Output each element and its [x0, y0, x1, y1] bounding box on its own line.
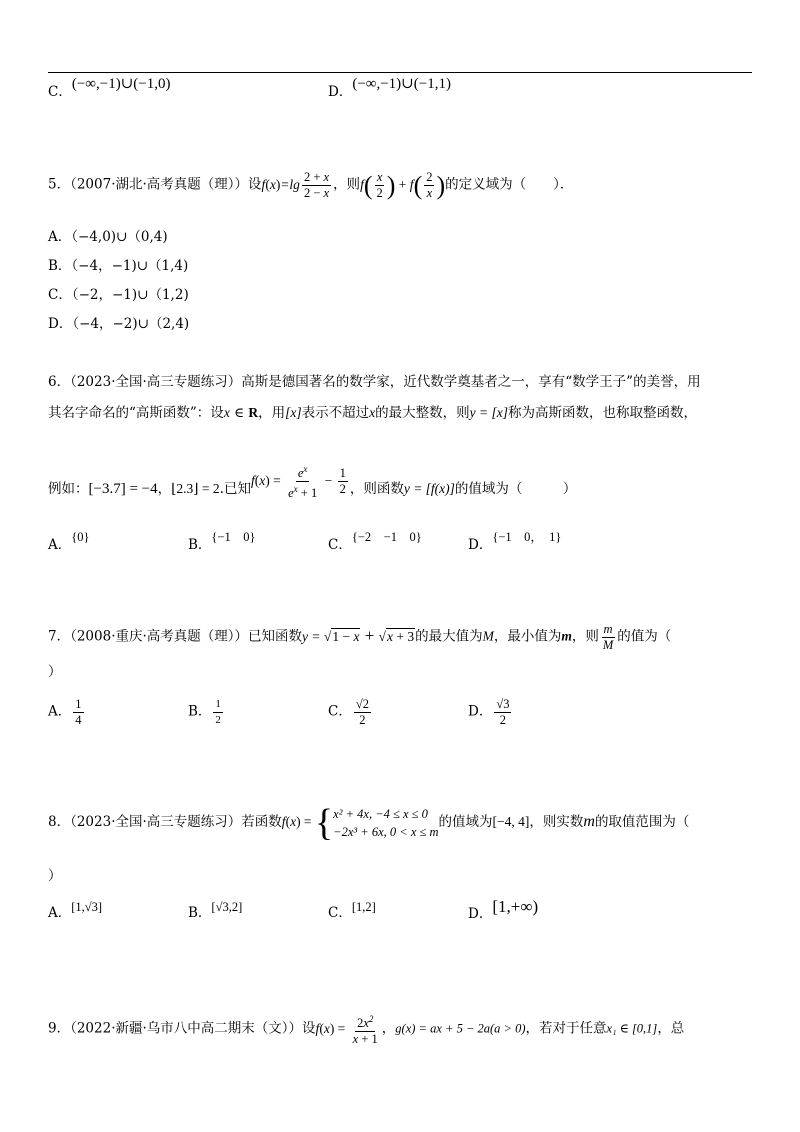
q9-function: f(x) = $\frac{2x^2}{x + 1}$ — [315, 1014, 378, 1047]
q5-stem: 5．（2007·湖北·高考真题（理））设f(x)=lg $\frac{2 + x}{2 - x}$ ，则f( $\frac{x}{2}$ ) + f( $\frac{2}{x}$ )的定义域为（ ）． — [48, 170, 574, 200]
q4-option-d[interactable]: D．(−∞,−1)∪(−1,1) — [328, 76, 451, 100]
q7-stem: 7．（2008·重庆·高考真题（理））已知函数y = √1 − x + √x + 3的最大值为M，最小值为m，则 $\frac{m}{M}$ 的值为（ — [48, 622, 672, 652]
q5-option-b[interactable]: B．（−4，−1)∪（1,4) — [48, 258, 189, 274]
q9-stem: 9．（2022·新疆·乌市八中高二期末（文））设f(x) = $\frac{2x^2}{x + 1}$ ，g(x) = ax + 5 − 2a(a > 0)，若对于任意x₁ ∈ [0,1]，总 — [48, 1014, 685, 1047]
q7-option-a[interactable]: A． $\frac{1}{4}$ — [48, 697, 82, 727]
q6-function: f(x) = $\frac{e^x}{e^x + 1}$ − $\frac{1}{2}$ — [250, 464, 346, 501]
q6-stem-line2: 其名字命名的“高斯函数”：设x ∈ R，用[x]表示不超过x的最大整数，则y = [x]称为高斯函数，也称取整函数， — [48, 405, 697, 421]
q8-option-c[interactable]: C．[1,2] — [328, 900, 376, 921]
header-rule — [48, 72, 752, 73]
q8-option-a[interactable]: A．[1,√3] — [48, 900, 103, 921]
q7-ratio: $\frac{m}{M}$ — [602, 622, 614, 652]
q7-function: y = √1 − x + √x + 3 — [302, 625, 415, 645]
q7-option-c[interactable]: C． $\frac{√2}{2}$ — [328, 697, 369, 727]
q6-option-a[interactable]: A．{0} — [48, 530, 90, 553]
q7-option-d[interactable]: D． $\frac{√3}{2}$ — [468, 697, 510, 727]
q5-option-d[interactable]: D．（−4，−2)∪（2,4) — [48, 316, 190, 332]
q5-option-c[interactable]: C．（−2，−1)∪（1,2) — [48, 287, 189, 303]
q5-function: f(x)=lg $\frac{2 + x}{2 - x}$ — [261, 170, 330, 200]
q8-option-b[interactable]: B．[√3,2] — [188, 900, 243, 921]
q6-option-b[interactable]: B．{−1 0} — [188, 530, 256, 553]
q6-option-d[interactable]: D．{−1 0， 1} — [468, 530, 562, 553]
q6-stem-line1: 6．（2023·全国·高三专题练习）高斯是德国著名的数学家，近代数学奠基者之一，享有“数学王子”的美誉，用 — [48, 374, 701, 390]
q8-option-d[interactable]: D．[1,+∞) — [468, 897, 539, 922]
q7-stem-close: ） — [48, 664, 62, 680]
q8-stem-close: ） — [48, 868, 62, 884]
q8-piecewise: f(x) = { x² + 4x, −4 ≤ x ≤ 0 −2x³ + 6x, 0 < x ≤ m — [281, 802, 439, 844]
q5-composite: f( $\frac{x}{2}$ ) + f( $\frac{2}{x}$ ) — [360, 170, 446, 200]
q5-option-a[interactable]: A．（−4,0)∪（0,4) — [48, 229, 168, 245]
q6-stem-line3: 例如：[−3.7] = −4，⌊2.3⌋ = 2.已知f(x) = $\frac{e^x}{e^x + 1}$ − $\frac{1}{2}$ ，则函数y = [f(x)]的值域为（ ） — [48, 464, 577, 501]
q6-option-c[interactable]: C．{−2 −1 0} — [328, 530, 422, 553]
q4-option-c[interactable]: C．(−∞,−1)∪(−1,0) — [48, 76, 171, 100]
q7-option-b[interactable]: B． $\frac{1}{2}$ — [188, 698, 221, 726]
q8-stem: 8．（2023·全国·高三专题练习）若函数f(x) = { x² + 4x, −4 ≤ x ≤ 0 −2x³ + 6x, 0 < x ≤ m 的值域为[−4, 4]，则实数m的取值范围为（ — [48, 802, 690, 844]
